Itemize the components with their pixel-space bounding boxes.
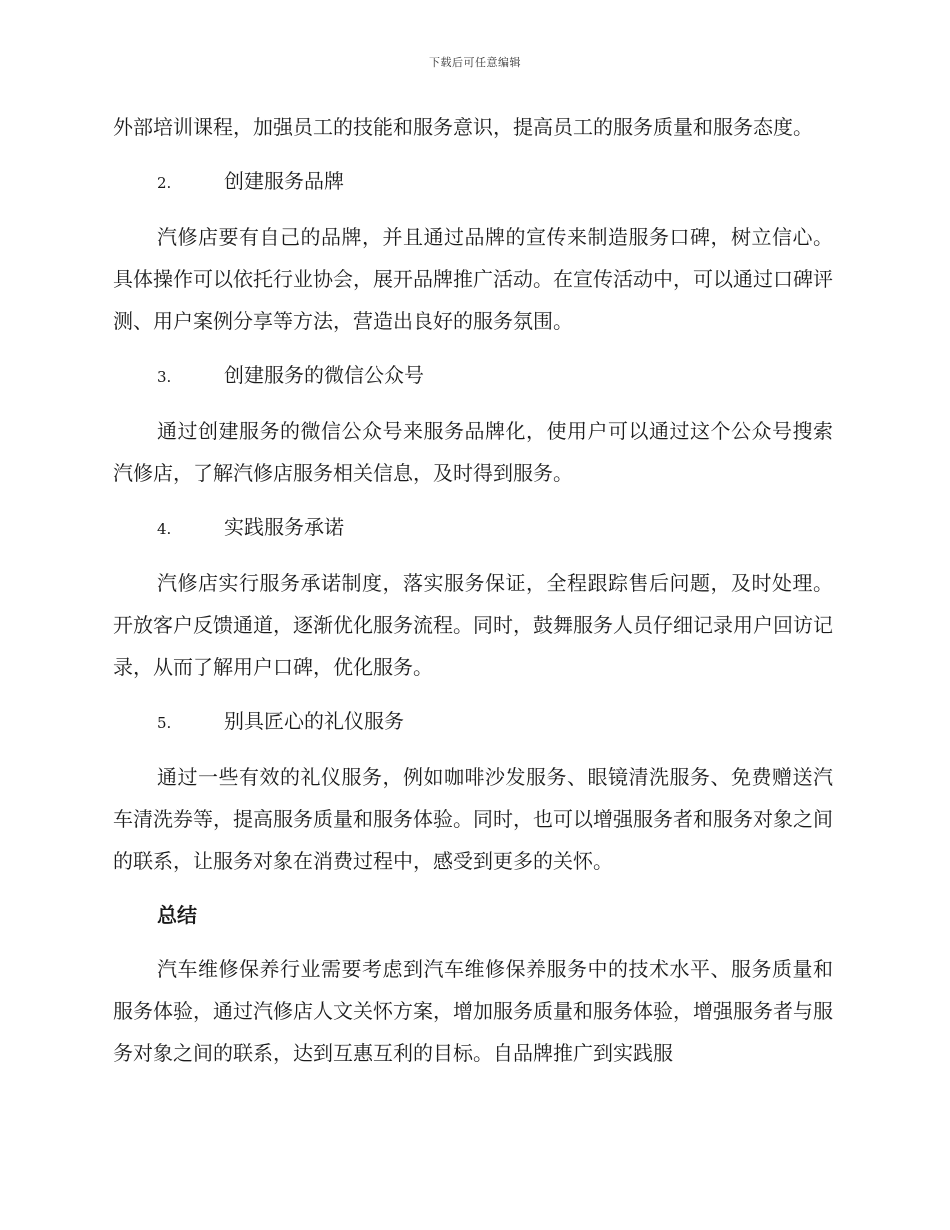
document-body xyxy=(113,106,833,1086)
heading-number: 2. xyxy=(157,174,172,192)
heading-title: 实践服务承诺 xyxy=(224,515,344,539)
heading-title: 创建服务的微信公众号 xyxy=(224,363,424,387)
paragraph-training: 外部培训课程，加强员工的技能和服务意识，提高员工的服务质量和服务态度。 xyxy=(113,115,813,139)
heading-number: 3. xyxy=(157,368,172,386)
paragraph-summary: 汽车维修保养行业需要考虑到汽车维修保养服务中的技术水平、服务质量和服务体验，通过汽修店人文关怀方案，增加服务质量和服务体验，增强服务者与服务对象之间的联系，达到互惠互利的目标。自品牌推广到实践服 xyxy=(113,957,833,1065)
paragraph-etiquette: 通过一些有效的礼仪服务，例如咖啡沙发服务、眼镜清洗服务、免费赠送汽车清洗券等，提高服务质量和服务体验。同时，也可以增强服务者和服务对象之间的联系，让服务对象在消费过程中，感受到更多的关怀。 xyxy=(113,765,833,873)
heading-title: 创建服务品牌 xyxy=(224,169,344,193)
paragraph-service-brand: 汽修店要有自己的品牌，并且通过品牌的宣传来制造服务口碑，树立信心。具体操作可以依托行业协会，展开品牌推广活动。在宣传活动中，可以通过口碑评测、用户案例分享等方法，营造出良好的服务氛围。 xyxy=(113,225,833,333)
heading-number: 4. xyxy=(157,520,172,538)
heading-service-brand xyxy=(113,160,833,204)
heading-service-promise xyxy=(113,506,833,550)
heading-wechat xyxy=(113,354,833,398)
section-title-summary: 总结 xyxy=(157,903,197,927)
heading-title: 别具匠心的礼仪服务 xyxy=(224,709,404,733)
heading-number: 5. xyxy=(157,714,172,732)
paragraph-wechat: 通过创建服务的微信公众号来服务品牌化，使用户可以通过这个公众号搜索汽修店，了解汽修店服务相关信息，及时得到服务。 xyxy=(113,419,833,485)
page-header: 下载后可任意编辑 xyxy=(429,56,521,69)
heading-etiquette xyxy=(113,700,833,744)
paragraph-service-promise: 汽修店实行服务承诺制度，落实服务保证，全程跟踪售后问题，及时处理。开放客户反馈通道，逐渐优化服务流程。同时，鼓舞服务人员仔细记录用户回访记录，从而了解用户口碑，优化服务。 xyxy=(113,571,833,679)
